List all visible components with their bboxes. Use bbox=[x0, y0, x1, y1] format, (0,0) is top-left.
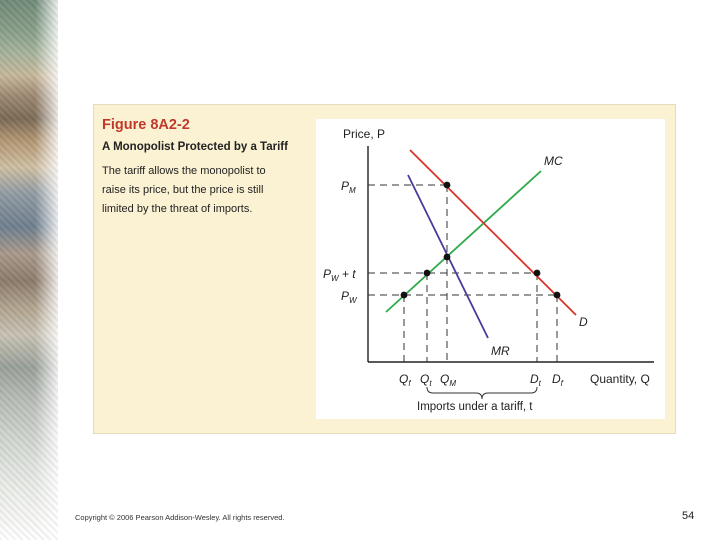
point-tariff-demand bbox=[534, 270, 541, 277]
caption-line-1: The tariff allows the monopolist to bbox=[102, 165, 266, 177]
tick-dt bbox=[530, 372, 542, 388]
tick-pwt-suffix: + t bbox=[338, 267, 356, 281]
tick-pw-sub: W bbox=[349, 296, 357, 305]
tick-qt-main: Q bbox=[420, 372, 430, 386]
tick-qm bbox=[440, 372, 456, 388]
d-label: D bbox=[579, 315, 588, 329]
tick-df bbox=[552, 372, 564, 388]
tick-dt-main: D bbox=[530, 372, 539, 386]
tick-dt-sub: t bbox=[538, 379, 541, 388]
tick-df-sub: f bbox=[560, 379, 563, 388]
tick-qm-sub: M bbox=[449, 379, 457, 388]
caption-line-2: raise its price, but the price is still bbox=[102, 184, 264, 196]
point-monopoly-price bbox=[444, 182, 451, 189]
point-free-trade-supply bbox=[401, 292, 408, 299]
figure-subtitle: A Monopolist Protected by a Tariff bbox=[102, 141, 288, 153]
mc-label: MC bbox=[544, 154, 563, 168]
tick-pwt-sub: W bbox=[331, 274, 339, 283]
tick-qm-main: Q bbox=[440, 372, 450, 386]
tick-df-main: D bbox=[552, 372, 561, 386]
tick-pm-main: P bbox=[341, 179, 350, 193]
tick-pwt bbox=[323, 267, 356, 283]
figure-title: Figure 8A2-2 bbox=[102, 117, 190, 133]
tick-pwt-main: P bbox=[323, 267, 332, 281]
mr-label: MR bbox=[491, 344, 510, 358]
tick-qt bbox=[420, 372, 432, 388]
tick-pm bbox=[341, 179, 356, 195]
dashed-guides bbox=[368, 185, 557, 362]
brace-label: Imports under a tariff, t bbox=[417, 401, 533, 413]
equilibrium-points bbox=[401, 182, 561, 299]
tick-qf-sub: f bbox=[408, 379, 411, 388]
y-axis-label: Price, P bbox=[343, 127, 386, 141]
x-axis-label: Quantity, Q bbox=[590, 372, 650, 386]
imports-brace bbox=[427, 387, 537, 399]
tick-pw bbox=[341, 289, 358, 305]
caption-line-3: limited by the threat of imports. bbox=[102, 203, 253, 215]
tick-qt-sub: t bbox=[429, 379, 432, 388]
copyright-notice: Copyright © 2006 Pearson Addison-Wesley. All rights reserved. bbox=[75, 513, 285, 522]
demand-curve bbox=[410, 150, 576, 315]
point-mc-mr-intersection bbox=[444, 254, 451, 261]
mc-curve bbox=[386, 171, 541, 312]
tick-pw-main: P bbox=[341, 289, 350, 303]
tick-qf-main: Q bbox=[399, 372, 409, 386]
point-tariff-supply bbox=[424, 270, 431, 277]
point-free-trade-demand bbox=[554, 292, 561, 299]
tick-pm-sub: M bbox=[349, 186, 356, 195]
page-number: 54 bbox=[682, 510, 695, 522]
tick-qf bbox=[399, 372, 411, 388]
